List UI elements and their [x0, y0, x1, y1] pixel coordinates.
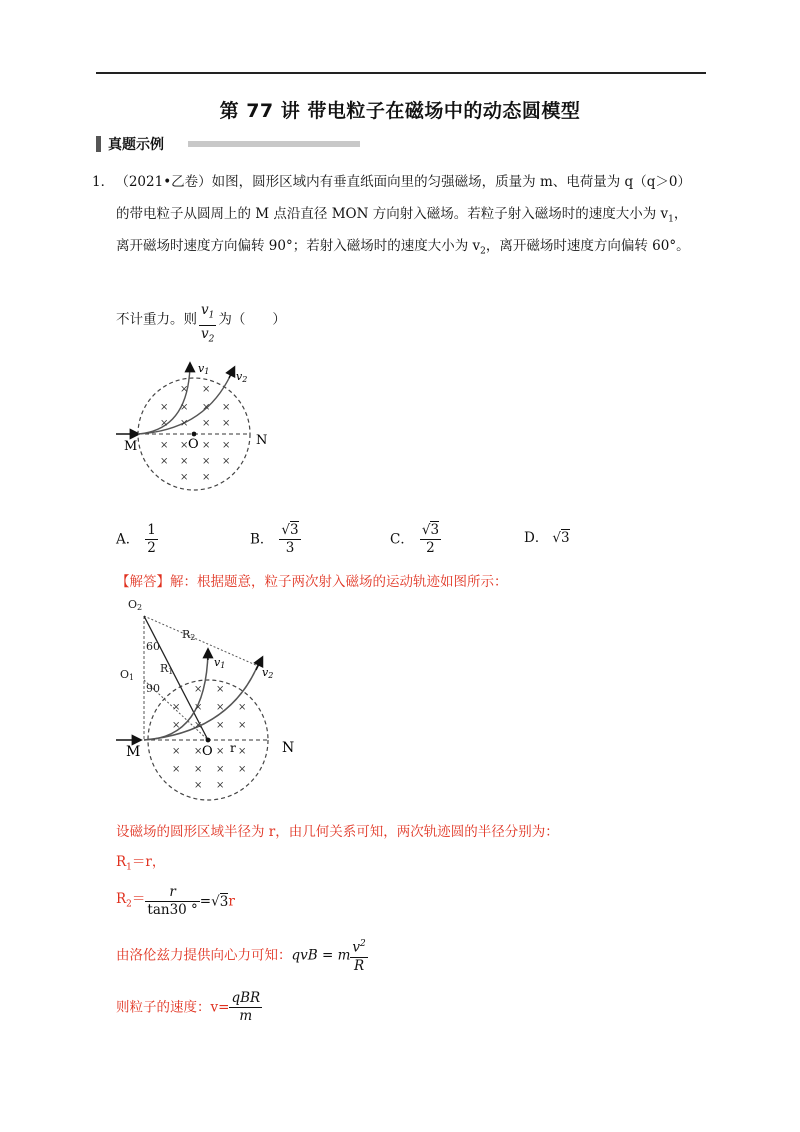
option-D[interactable]: D． √3 — [524, 530, 570, 546]
svg-text:×: × — [160, 456, 169, 467]
svg-text:×: × — [216, 684, 225, 695]
svg-text:×: × — [202, 440, 211, 451]
page-title: 第 77 讲 带电粒子在磁场中的动态圆模型 — [219, 100, 581, 122]
option-B[interactable]: B． $\frac{√3}{3}$ — [250, 522, 299, 556]
svg-text:×: × — [238, 764, 247, 775]
svg-text:×: × — [216, 746, 225, 757]
answer-tag: 【解答】 — [116, 574, 170, 590]
question-line-1: 1． （2021•乙卷）如图，圆形区域内有垂直纸面向里的匀强磁场，质量为 m、电荷量为 q（q＞0） — [92, 174, 691, 190]
top-rule — [96, 72, 706, 74]
svg-text:×: × — [172, 746, 181, 757]
svg-text:×: × — [180, 440, 189, 451]
label-N-2: N — [282, 740, 295, 756]
svg-text:×: × — [238, 720, 247, 731]
figure-2-diagram — [110, 592, 310, 807]
label-v2: v2 — [236, 370, 248, 384]
label-angle-90: 90 — [146, 682, 160, 695]
label-O1: O1 — [120, 668, 135, 682]
svg-text:×: × — [216, 780, 225, 791]
answer-R1-equation: $R_1=r$， — [116, 854, 166, 873]
svg-text:×: × — [180, 472, 189, 483]
answer-lorentz-equation: 由洛伦兹力提供向心力可知：qvB = m $\frac{v^2}{R}$ — [116, 936, 368, 975]
svg-text:×: × — [180, 384, 189, 395]
label-R1: R1 — [160, 662, 174, 676]
svg-text:×: × — [160, 402, 169, 413]
label-O-2: O — [202, 744, 213, 759]
svg-text:×: × — [216, 720, 225, 731]
section-underline — [188, 141, 360, 147]
answer-speed-equation: 则粒子的速度：v= $\frac{\text{qBR}}{m}$ — [116, 990, 261, 1024]
svg-text:×: × — [160, 418, 169, 429]
label-N: N — [256, 433, 268, 448]
svg-text:×: × — [216, 702, 225, 713]
svg-text:×: × — [172, 720, 181, 731]
answer-intro: 【解答】解：根据题意，粒子两次射入磁场的运动轨迹如图所示： — [116, 574, 508, 590]
svg-text:×: × — [202, 384, 211, 395]
svg-text:×: × — [202, 418, 211, 429]
ratio-fraction: $\frac{v_1}{v_2}$ — [201, 302, 215, 345]
center-dot — [192, 432, 197, 437]
option-A[interactable]: A． $\frac{1}{2}$ — [116, 522, 156, 556]
label-v2-2: v2 — [262, 666, 274, 680]
label-O: O — [188, 437, 199, 452]
svg-text:×: × — [202, 456, 211, 467]
svg-text:×: × — [172, 702, 181, 713]
label-R2: R2 — [182, 628, 196, 642]
svg-text:×: × — [160, 440, 169, 451]
svg-text:×: × — [238, 702, 247, 713]
section-marker — [96, 136, 101, 152]
question-line-2: 的带电粒子从圆周上的 M 点沿直径 MON 方向射入磁场。若粒子射入磁场时的速度大小为 $v_1$， — [116, 206, 688, 225]
svg-text:×: × — [238, 746, 247, 757]
answer-R2-equation: $R_2=$ $\frac{r}{\tan 30 ^\circ}$ =√3r — [116, 884, 235, 918]
svg-text:×: × — [222, 456, 231, 467]
svg-text:×: × — [172, 764, 181, 775]
question-number: 1． — [92, 174, 115, 190]
svg-text:×: × — [194, 764, 203, 775]
answer-line-1: 设磁场的圆形区域半径为 r，由几何关系可知，两次轨迹圆的半径分别为： — [116, 824, 559, 840]
svg-text:×: × — [222, 418, 231, 429]
label-M-2: M — [126, 744, 141, 760]
svg-text:×: × — [180, 418, 189, 429]
label-r: r — [230, 741, 236, 755]
svg-text:×: × — [194, 746, 203, 757]
section-label: 真题示例 — [108, 137, 164, 153]
svg-text:×: × — [194, 684, 203, 695]
svg-text:×: × — [194, 702, 203, 713]
label-M: M — [124, 439, 138, 454]
svg-text:×: × — [202, 472, 211, 483]
question-line-4: 不计重力。则 $\frac{v_1}{v_2}$ 为（ ） — [116, 302, 286, 348]
figure-1-diagram — [110, 358, 280, 508]
svg-text:×: × — [202, 402, 211, 413]
R2-line — [144, 616, 258, 666]
question-line-3: 离开磁场时速度方向偏转 90°；若射入磁场时的速度大小为 $v_2$，离开磁场时速度方向偏转 60°。 — [116, 238, 690, 257]
label-v1: v1 — [198, 362, 210, 376]
svg-text:×: × — [194, 780, 203, 791]
svg-text:×: × — [180, 456, 189, 467]
svg-text:×: × — [180, 402, 189, 413]
label-O2: O2 — [128, 598, 143, 612]
label-angle-60: 60 — [146, 640, 160, 653]
svg-text:×: × — [222, 402, 231, 413]
svg-text:×: × — [222, 440, 231, 451]
option-C[interactable]: C． $\frac{√3}{2}$ — [390, 522, 440, 556]
label-v1-2: v1 — [214, 656, 226, 670]
svg-text:×: × — [194, 720, 203, 731]
svg-text:×: × — [216, 764, 225, 775]
